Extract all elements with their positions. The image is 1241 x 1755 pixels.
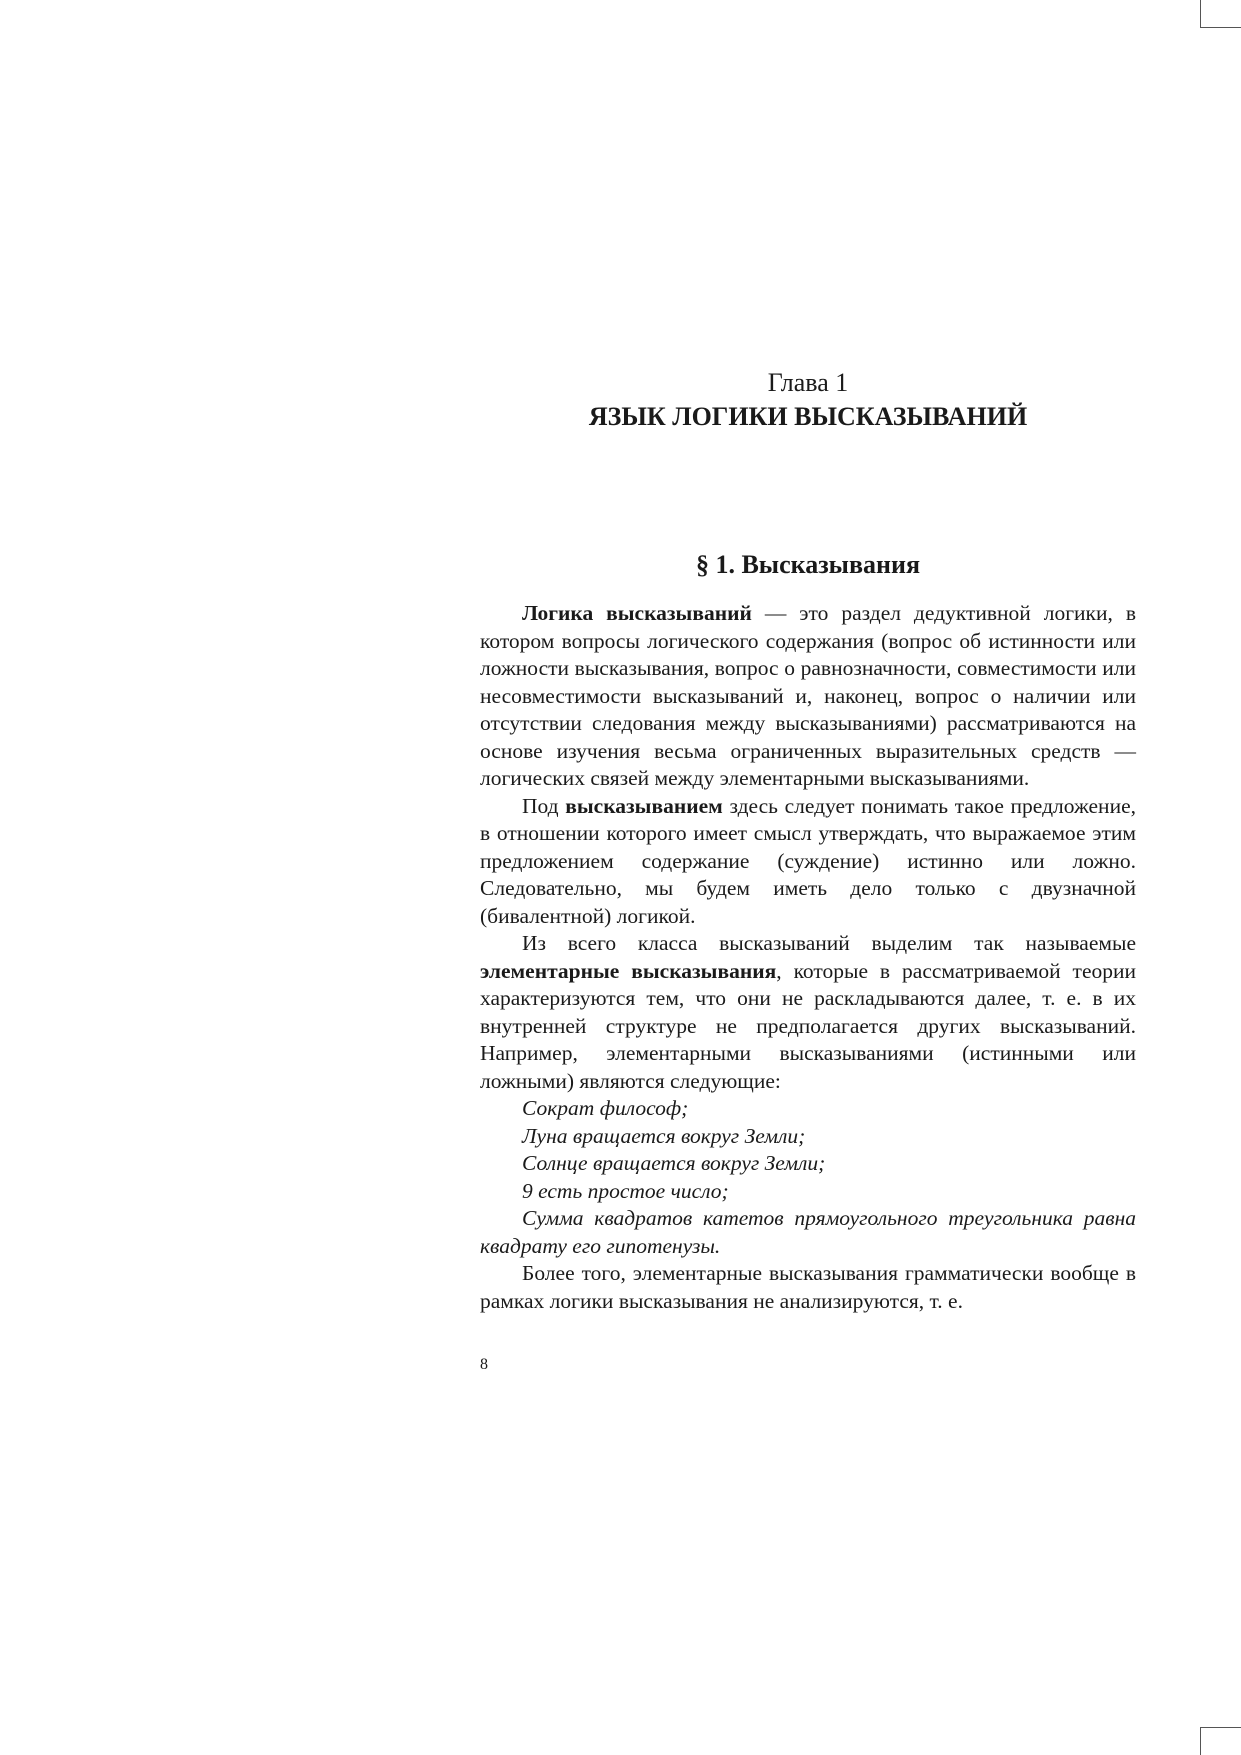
crop-mark-bottom-horizontal xyxy=(1200,1727,1241,1728)
term-elementary-statements: элементарные высказывания xyxy=(480,958,777,983)
example-5: Сумма квадратов катетов прямоугольного треугольника равна квадрату его гипотенузы. xyxy=(480,1206,1136,1258)
body-text xyxy=(480,600,1136,1315)
paragraph-2-pre: Под xyxy=(522,793,566,818)
term-logic-of-statements: Логика высказываний xyxy=(522,601,752,625)
paragraph-3 xyxy=(480,930,1136,1095)
example-4: 9 есть простое число; xyxy=(522,1178,729,1203)
paragraph-1 xyxy=(480,600,1136,793)
crop-mark-bottom-vertical xyxy=(1200,1727,1201,1755)
paragraph-2 xyxy=(480,793,1136,931)
crop-mark-top-horizontal xyxy=(1200,27,1241,28)
chapter-label: Глава 1 xyxy=(767,368,849,397)
paragraph-3-text: , которые в рассматриваемой теории характеризуются тем, что они не раскладываются далее, т. е. в их внутренней структуре не предполагается других высказываний. Например, элементарными высказываниями (истинными или ложными) являются следующие: xyxy=(480,958,1136,1093)
paragraph-4: Более того, элементарные высказывания грамматически вообще в рамках логики высказывания не анализируются, т. е. xyxy=(480,1261,1136,1313)
example-3: Солнце вращается вокруг Земли; xyxy=(522,1151,826,1175)
example-1: Сократ философ; xyxy=(522,1096,689,1120)
example-2: Луна вращается вокруг Земли; xyxy=(522,1123,806,1148)
chapter-title: ЯЗЫК ЛОГИКИ ВЫСКАЗЫВАНИЙ xyxy=(588,402,1028,431)
paragraph-1-text: — это раздел дедуктивной логики, в котором вопросы логического содержания (вопрос об истинности или ложности высказывания, вопрос о равнозначности, совместимости или несовместимости высказываний и, наконец, вопрос о наличии или отсутствии следования между высказываниями) рассматриваются на основе изучения весьма ограниченных выразительных средств — логических связей между элементарными высказываниями. xyxy=(480,601,1137,790)
paragraph-2-text: здесь следует понимать такое предложение, в отношении которого имеет смысл утверждать, что выражаемое этим предложением содержание (суждение) истинно или ложно. Следовательно, мы будем иметь дело только с двузначной (бивалентной) логикой. xyxy=(480,793,1136,928)
section-heading: § 1. Высказывания xyxy=(695,550,921,579)
page-number: 8 xyxy=(480,1356,488,1373)
term-statement: высказыванием xyxy=(565,793,723,818)
crop-mark-top-vertical xyxy=(1200,0,1201,28)
paragraph-3-pre: Из всего класса высказываний выделим так называемые xyxy=(522,931,1136,955)
